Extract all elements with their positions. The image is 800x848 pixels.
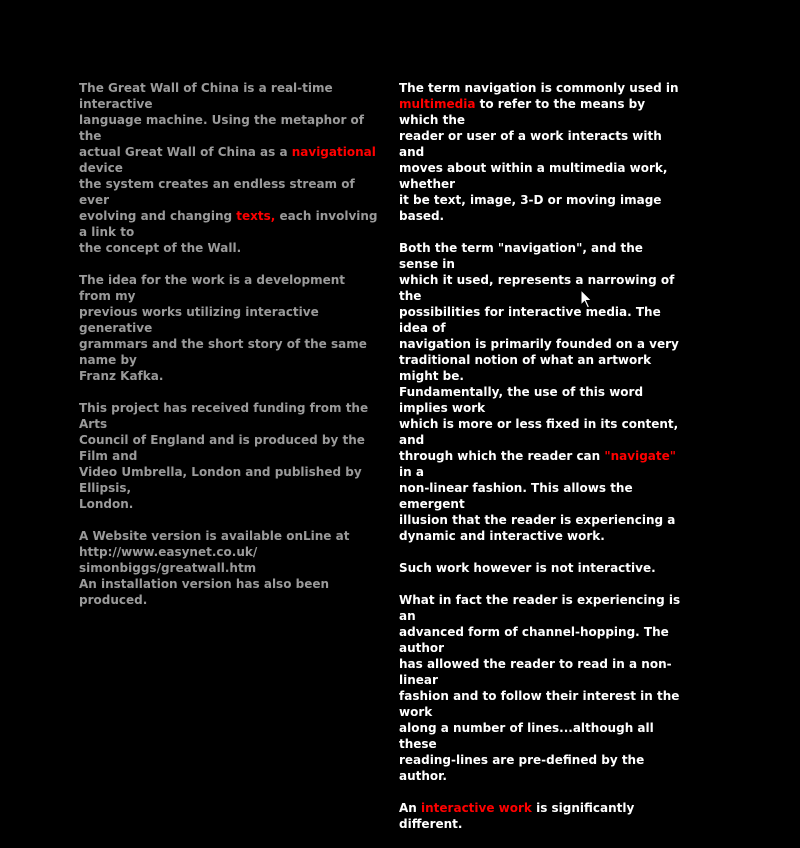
channel-hopping-paragraph: What in fact the reader is experiencing is an advanced form of channel-hopping. The author has allowed the reader to read in a non-linear fashion and to follow their interest in the work along a number of lines...although all these reading-lines are pre-defined by the author.	[399, 593, 681, 783]
narrowing-text-a: Both the term "navigation", and the sense in which it used, represents a narrowing of the possibilities for interactive media. The idea of navigation is primarily founded on a very traditional notion of what an artwork might be. Fundamentally, the use of this word implies work which is more or less fixed in its content, and through which the reader can	[399, 241, 679, 463]
navigation-term-text-b: to refer to the means by which the reader or user of a work interacts with and moves about within a multimedia work, whether it be text, image, 3-D or moving image based.	[399, 97, 668, 223]
navigation-term-paragraph	[399, 80, 684, 224]
right-column	[399, 80, 684, 848]
intro-text-a: The Great Wall of China is a real-time interactive language machine. Using the metaphor of the actual Great Wall of China as a	[79, 81, 364, 159]
navigation-term-text-a: The term navigation is commonly used in	[399, 81, 679, 95]
idea-paragraph: The idea for the work is a development from my previous works utilizing interactive generative grammars and the short story of the same name by Franz Kafka.	[79, 273, 367, 383]
not-interactive-paragraph: Such work however is not interactive.	[399, 561, 656, 575]
interactive-work-text-a: An	[399, 801, 422, 815]
arrow-cursor-icon	[580, 289, 593, 309]
intro-text-b: device the system creates an endless stream of ever evolving and changing	[79, 161, 355, 223]
interactive-work-text-b: is significantly different.	[399, 801, 635, 831]
intro-text-c: each involving a link to the concept of the Wall.	[79, 209, 378, 255]
narrowing-paragraph	[399, 240, 684, 544]
navigate-link[interactable]: "navigate"	[604, 449, 677, 463]
interactive-work-paragraph	[399, 800, 684, 832]
narrowing-text-b: in a non-linear fashion. This allows the emergent illusion that the reader is experiencing a dynamic and interactive work.	[399, 465, 676, 543]
multimedia-link[interactable]: multimedia	[399, 97, 476, 111]
website-paragraph: A Website version is available onLine at http://www.easynet.co.uk/ simonbiggs/greatwall.htm An installation version has also been produced.	[79, 529, 350, 607]
texts-link[interactable]: texts,	[236, 209, 276, 223]
left-column	[79, 80, 379, 624]
intro-paragraph	[79, 80, 379, 256]
navigational-link[interactable]: navigational	[291, 145, 376, 159]
interactive-work-link[interactable]: interactive work	[421, 801, 532, 815]
funding-paragraph: This project has received funding from the Arts Council of England and is produced by the Film and Video Umbrella, London and published by Ellipsis, London.	[79, 401, 369, 511]
